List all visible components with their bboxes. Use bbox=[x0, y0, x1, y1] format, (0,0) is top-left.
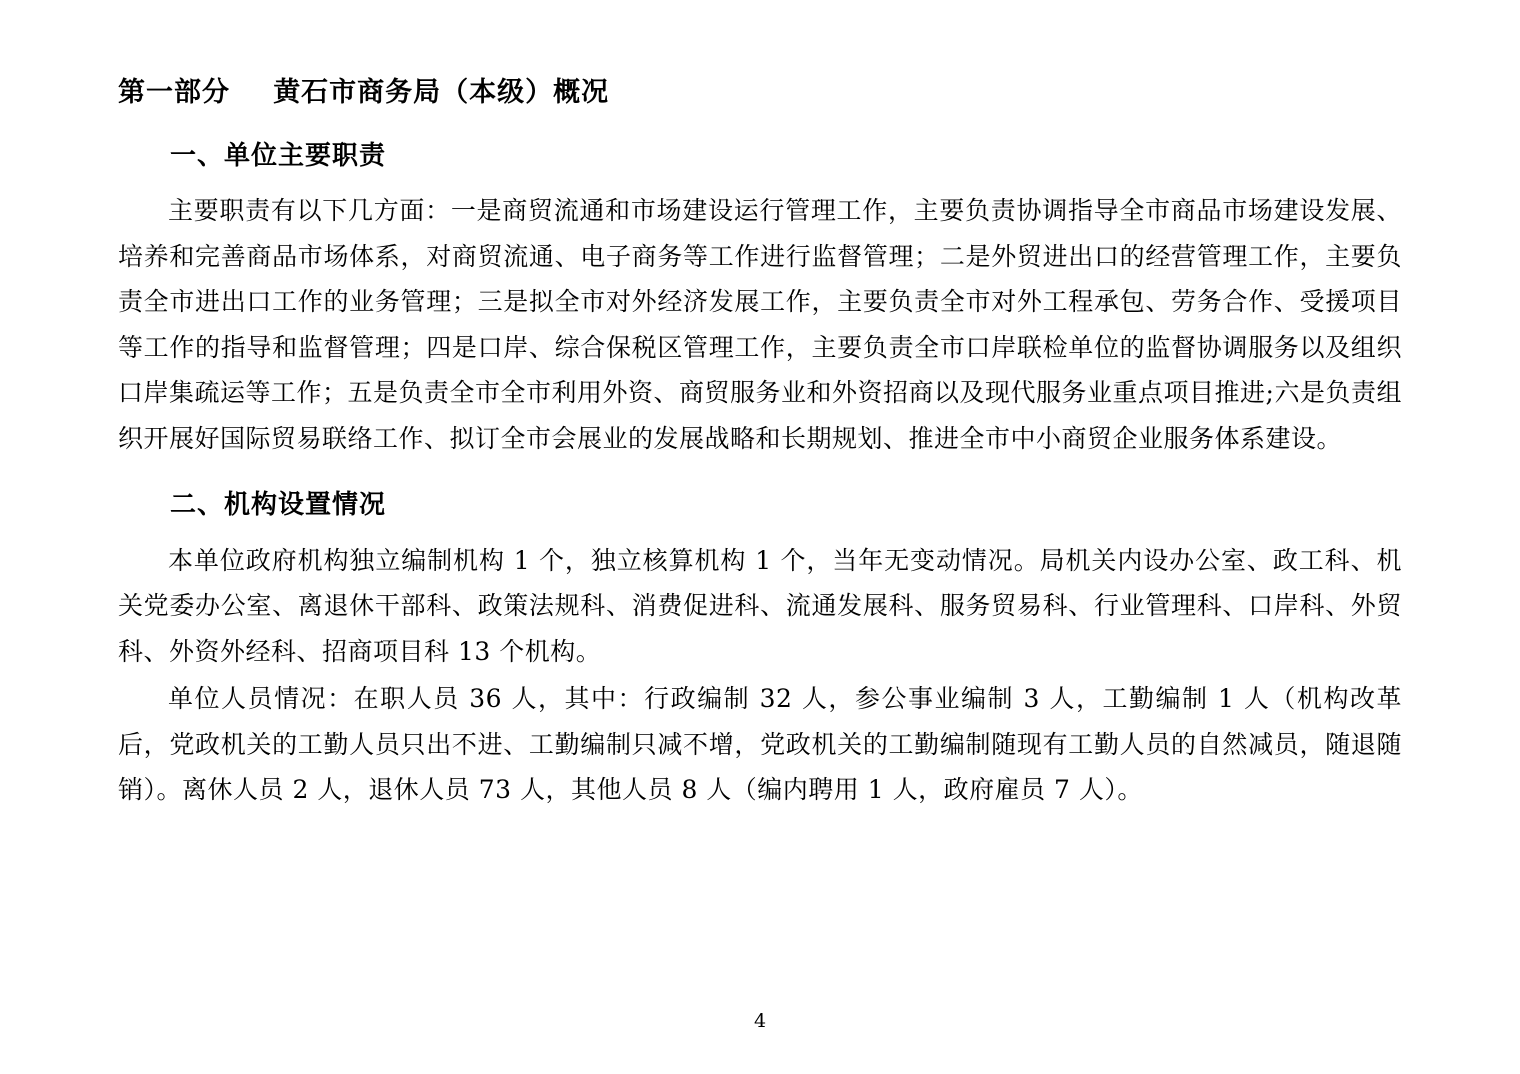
section-heading-1: 一、单位主要职责 bbox=[170, 140, 387, 171]
section-heading-2: 二、机构设置情况 bbox=[170, 490, 387, 521]
part-title-text: 黄石市商务局（本级）概况 bbox=[273, 77, 610, 108]
part-title-prefix: 第一部分 bbox=[118, 77, 230, 108]
page-number: 4 bbox=[753, 1010, 767, 1032]
page-title bbox=[118, 74, 1402, 112]
section-1-paragraph-1: 主要职责有以下几方面：一是商贸流通和市场建设运行管理工作，主要负责协调指导全市商品市场建设发展、培养和完善商品市场体系，对商贸流通、电子商务等工作进行监督管理；二是外贸进出口的经营管理工作，主要负责全市进出口工作的业务管理；三是拟全市对外经济发展工作，主要负责全市对外工程承包、劳务合作、受援项目等工作的指导和监督管理；四是口岸、综合保税区管理工作，主要负责全市口岸联检单位的监督协调服务以及组织口岸集疏运等工作；五是负责全市全市利用外资、商贸服务业和外资招商以及现代服务业重点项目推进;六是负责组织开展好国际贸易联络工作、拟订全市会展业的发展战略和长期规划、推进全市中小商贸企业服务体系建设。 bbox=[118, 196, 1402, 453]
section-2-paragraph-1: 本单位政府机构独立编制机构 1 个，独立核算机构 1 个，当年无变动情况。局机关内设办公室、政工科、机关党委办公室、离退休干部科、政策法规科、消费促进科、流通发展科、服务贸易科、行业管理科、口岸科、外贸科、外资外经科、招商项目科 13 个机构。 bbox=[118, 545, 1402, 666]
section-2-paragraph-2: 单位人员情况：在职人员 36 人，其中：行政编制 32 人，参公事业编制 3 人，工勤编制 1 人（机构改革后，党政机关的工勤人员只出不进、工勤编制只减不增，党政机关的工勤编制随现有工勤人员的自然减员，随退随销）。离休人员 2 人，退休人员 73 人，其他人员 8 人（编内聘用 1 人，政府雇员 7 人）。 bbox=[118, 684, 1402, 805]
document-body bbox=[118, 74, 1402, 813]
